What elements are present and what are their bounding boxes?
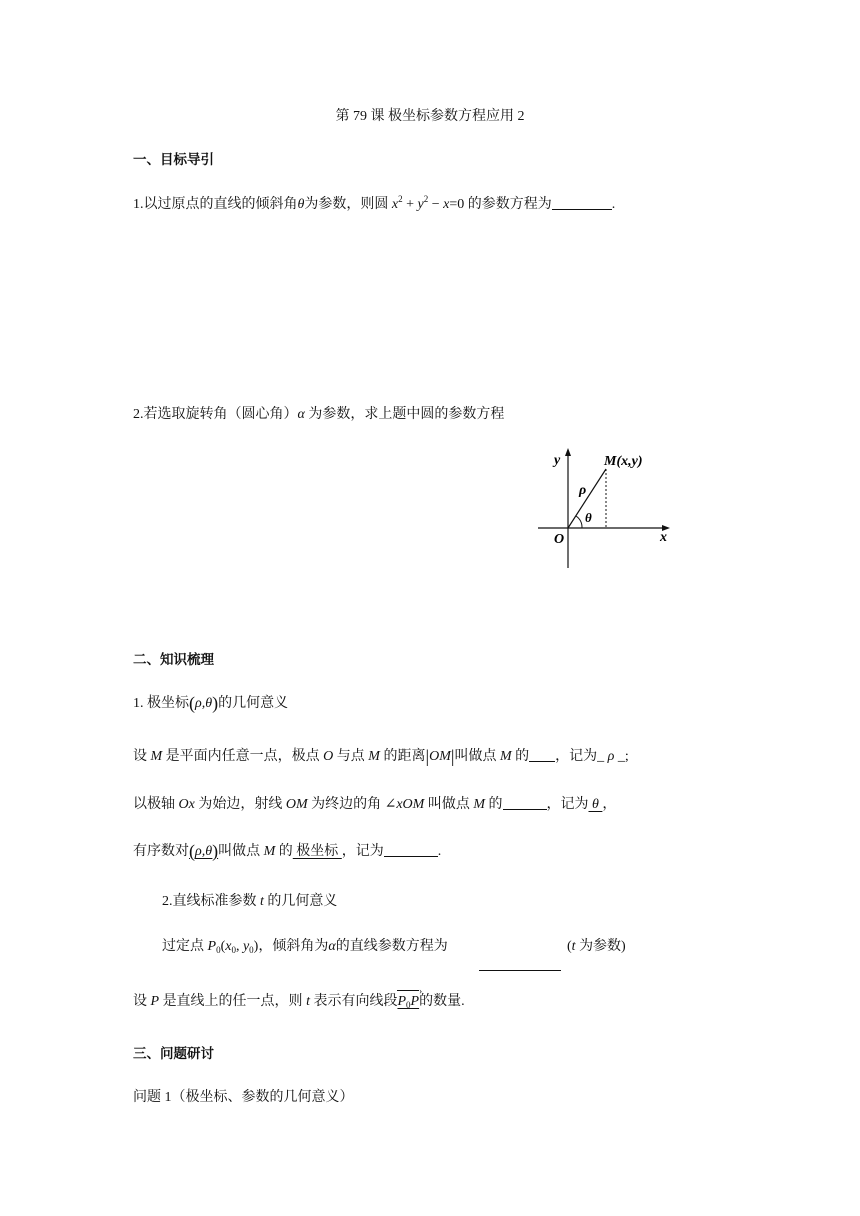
rho-label: ρ xyxy=(579,483,587,498)
section-heading-2: 二、知识梳理 xyxy=(133,652,214,668)
question-1: 1.以过原点的直线的倾斜角θ为参数，则圆 $x^2 + y^2 - x=0$ 的参数方程为 . xyxy=(133,194,616,212)
polar-distance-line: 设 M 是平面内任意一点，极点 O 与点 M 的距离|OM|叫做点 M 的 ，记为_ ρ _; xyxy=(133,746,629,766)
y-axis-arrow-icon xyxy=(565,448,571,456)
polar-coordinate-line: 有序数对(ρ,θ)叫做点 M 的 极坐标 ，记为 . xyxy=(133,841,442,861)
question-2: 2.若选取旋转角（圆心角）α 为参数，求上题中圆的参数方程 xyxy=(133,407,505,422)
page-title: 第 79 课 极坐标参数方程应用 2 xyxy=(335,109,525,124)
blank-line-equation[interactable] xyxy=(479,970,561,971)
item-2-title: 2.直线标准参数 t 的几何意义 xyxy=(162,894,338,909)
angle-arc xyxy=(576,516,582,528)
polar-coordinate-figure xyxy=(532,442,680,574)
origin-label: O xyxy=(554,532,565,547)
line-param-line: 过定点 $P_0(x_0$, $y_0$)，倾斜角为α的直线参数方程为 xyxy=(162,939,448,955)
y-axis-label: y xyxy=(554,453,561,468)
x-axis-label: x xyxy=(660,530,667,545)
section-heading-3: 三、问题研讨 xyxy=(133,1046,214,1062)
blank-distance[interactable] xyxy=(529,747,555,762)
answer-blank[interactable] xyxy=(552,195,612,210)
vector-p0p: › $P_0P$ xyxy=(397,986,423,1010)
blank-notation[interactable] xyxy=(384,842,438,857)
item-1-title: 1. 极坐标(ρ,θ)的几何意义 xyxy=(133,693,289,713)
point-m-label: M(x,y) xyxy=(604,454,643,469)
blank-angle[interactable] xyxy=(503,795,547,810)
directed-segment-line: 设 P 是直线上的任一点，则 t 表示有向线段 › $P_0P$的数量. xyxy=(133,986,465,1010)
problem-1: 问题 1（极坐标、参数的几何意义） xyxy=(133,1090,354,1105)
param-note: (t 为参数) xyxy=(567,939,626,954)
section-heading-1: 一、目标导引 xyxy=(133,152,214,168)
theta-label: θ xyxy=(585,510,592,525)
polar-angle-line: 以极轴 Ox 为始边，射线 OM 为终边的角 ∠xOM 叫做点 M 的 ，记为 θ ， xyxy=(133,797,617,812)
